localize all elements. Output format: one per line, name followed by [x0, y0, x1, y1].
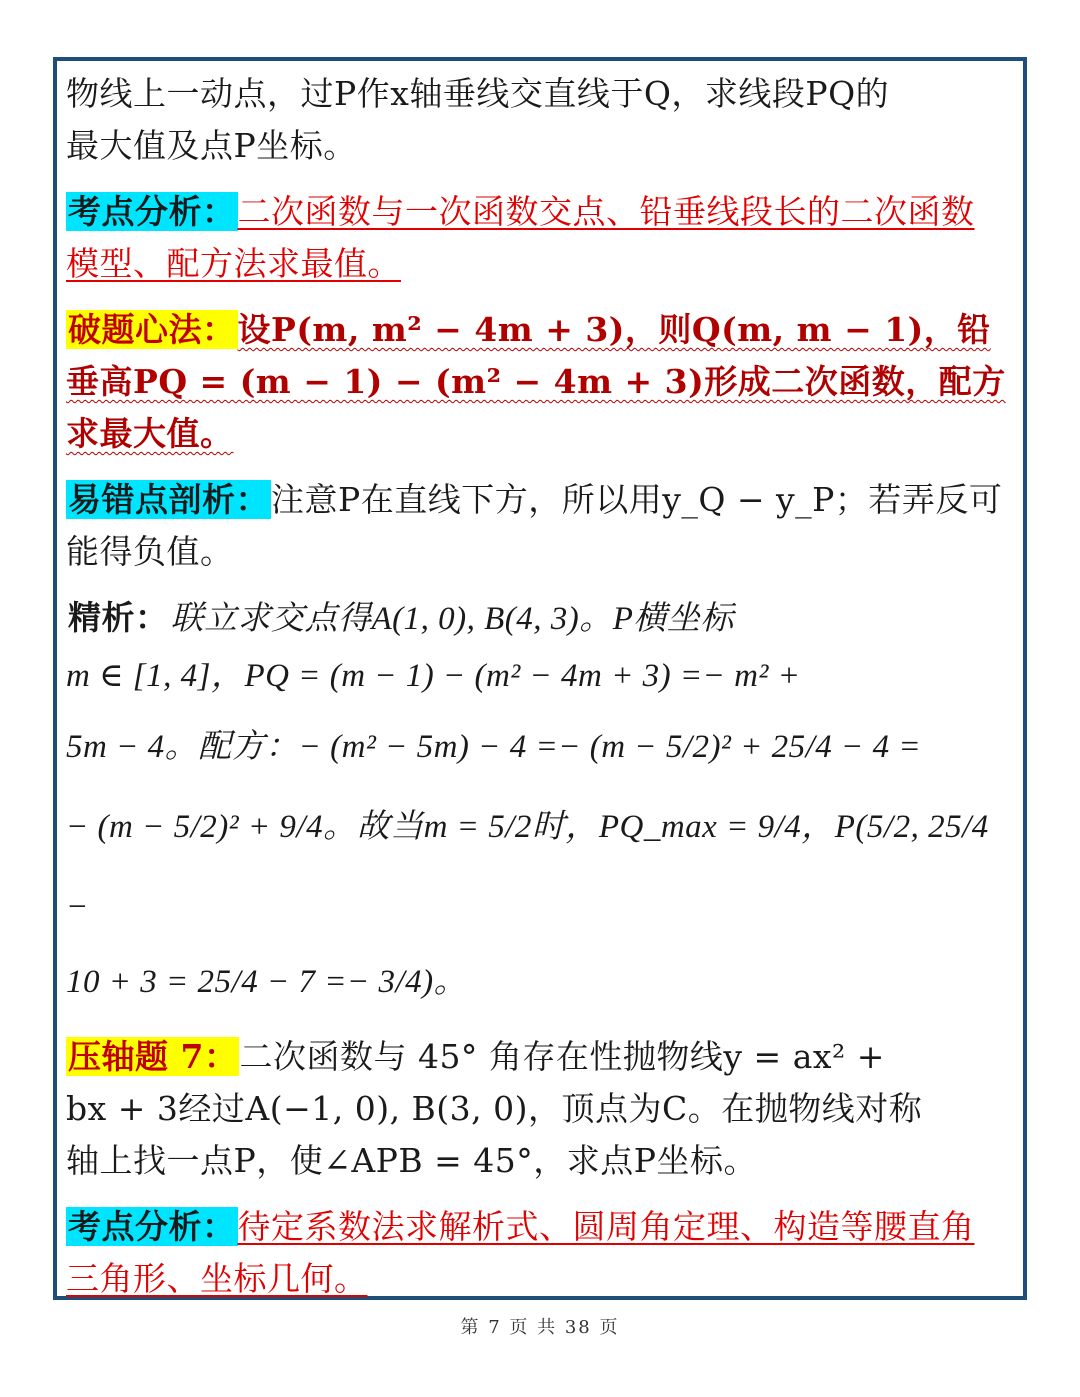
jingxi-section: [66, 592, 1006, 1017]
kaodian-section-2: [66, 1201, 1006, 1305]
kaodian-text-2: 待定系数法求解析式、圆周角定理、构造等腰直角三角形、坐标几何。: [66, 1207, 975, 1298]
yazhou-section: [66, 1031, 1006, 1187]
kaodian-section-1: [66, 186, 1006, 290]
jingxi-line-5: 10 + 3 = 25/4 − 7 =− 3/4)。: [66, 964, 468, 1000]
jingxi-line-1: 联立求交点得A(1, 0), B(4, 3)。P横坐标: [170, 601, 734, 637]
yicuo-text: 注意P在直线下方，所以用y_Q − y_P；若弄反可能得负值。: [66, 480, 1003, 571]
intro-line-1: 物线上一动点，过P作x轴垂线交直线于Q，求线段PQ的: [66, 74, 890, 113]
yazhou-label: 压轴题 7：: [68, 1037, 238, 1076]
jingxi-line-2: m ∈ [1, 4]，PQ = (m − 1) − (m² − 4m + 3) =− m² +: [66, 658, 801, 694]
yicuo-label: 易错点剖析：: [68, 480, 269, 519]
jingxi-line-4: − (m − 5/2)² + 9/4。故当m = 5/2时，PQ_max = 9/4，P(5/2, 25/4 −: [66, 809, 989, 925]
yazhou-line-1: 二次函数与 45° 角存在性抛物线y = ax² +: [239, 1037, 885, 1076]
yazhou-line-2: bx + 3经过A(−1, 0), B(3, 0)，顶点为C。在抛物线对称: [66, 1089, 923, 1128]
page-footer: 第 7 页 共 38 页: [460, 1317, 620, 1338]
yazhou-line-3: 轴上找一点P，使∠APB = 45°，求点P坐标。: [66, 1141, 757, 1180]
kaodian-label-2: 考点分析：: [68, 1207, 236, 1246]
yicuo-section: [66, 474, 1006, 578]
jingxi-label: 精析：: [68, 598, 169, 637]
document-content: [66, 68, 1006, 1319]
poti-label: 破题心法：: [68, 310, 236, 349]
jingxi-line-3: 5m − 4。配方：− (m² − 5m) − 4 =− (m − 5/2)² + 25/4 − 4 =: [66, 729, 922, 765]
kaodian-text-1: 二次函数与一次函数交点、铅垂线段长的二次函数模型、配方法求最值。: [66, 192, 975, 283]
intro-line-2: 最大值及点P坐标。: [66, 126, 357, 165]
poti-text: 设P(m, m² − 4m + 3)，则Q(m, m − 1)，铅垂高PQ = (m − 1) − (m² − 4m + 3)形成二次函数，配方求最大值。: [66, 310, 1006, 453]
poti-section: [66, 304, 1006, 460]
intro-paragraph: [66, 68, 1006, 172]
kaodian-label-1: 考点分析：: [68, 192, 236, 231]
